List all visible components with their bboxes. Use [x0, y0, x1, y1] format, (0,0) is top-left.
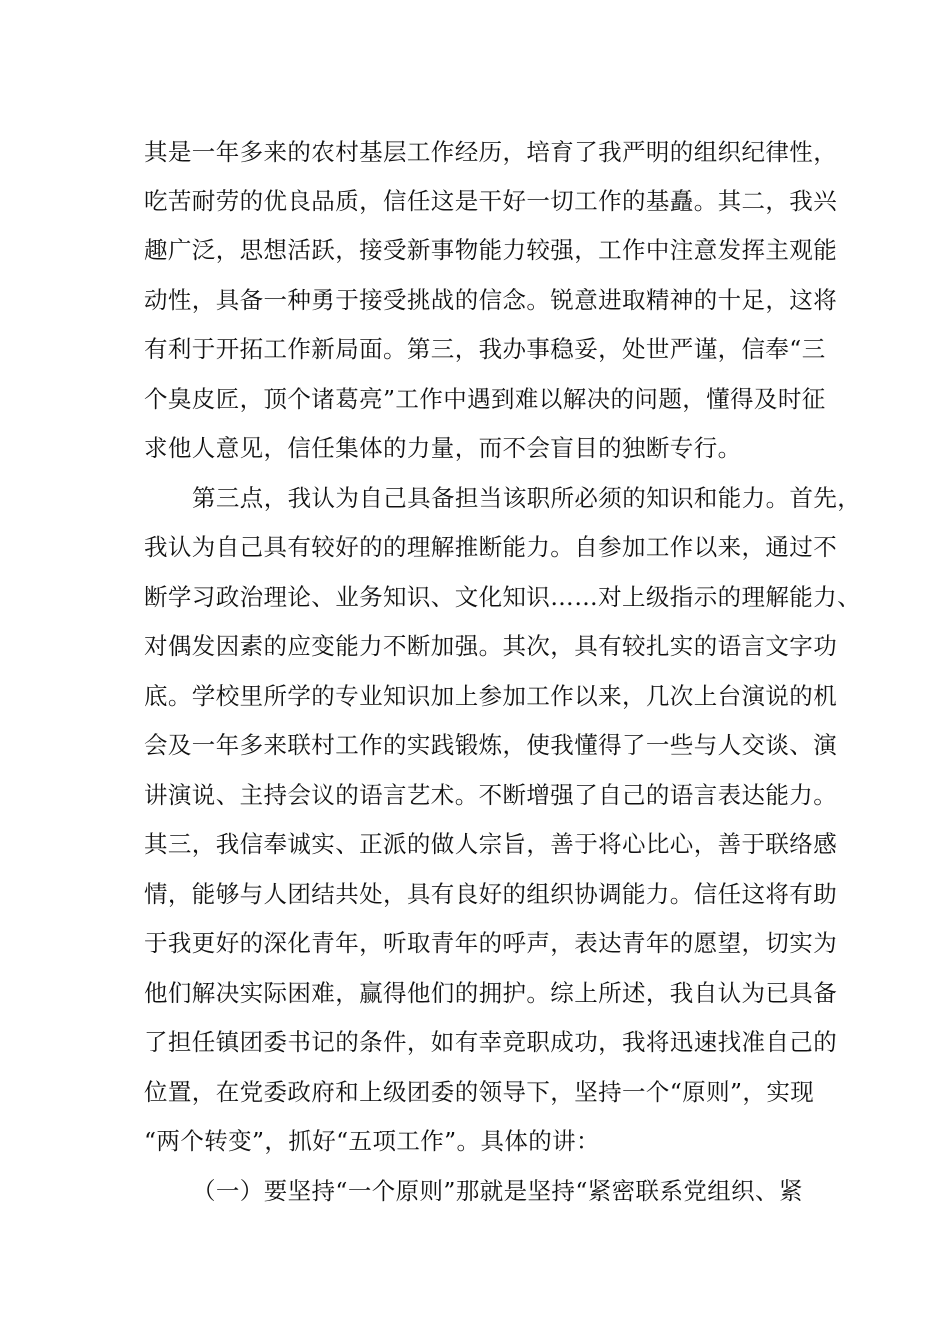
text-line-3: 趣广泛，思想活跃，接受新事物能力较强，工作中注意发挥主观能	[144, 236, 838, 264]
text-line-14: 讲演说、主持会议的语言艺术。不断增强了自己的语言表达能力。	[144, 781, 838, 809]
text-line-1: 其是一年多来的农村基层工作经历，培育了我严明的组织纪律性，	[144, 138, 838, 166]
text-line-21: “两个转变”，抓好“五项工作”。具体的讲：	[144, 1127, 600, 1155]
text-line-19: 了担任镇团委书记的条件，如有幸竞职成功，我将迅速找准自己的	[144, 1028, 838, 1056]
text-line-11: 对偶发因素的应变能力不断加强。其次，具有较扎实的语言文字功	[144, 632, 838, 660]
text-line-2: 吃苦耐劳的优良品质，信任这是干好一切工作的基矗。其二，我兴	[144, 187, 838, 215]
section-heading-line: （一）要坚持“一个原则”那就是坚持“紧密联系党组织、紧	[192, 1177, 803, 1205]
text-line-5: 有利于开拓工作新局面。第三，我办事稳妥，处世严谨，信奉“三	[144, 335, 826, 363]
paragraph-start-line: 第三点，我认为自己具备担当该职所必须的知识和能力。首先，	[192, 484, 862, 512]
text-line-4: 动性，具备一种勇于接受挑战的信念。锐意进取精神的十足，这将	[144, 286, 838, 314]
text-line-15: 其三，我信奉诚实、正派的做人宗旨，善于将心比心，善于联络感	[144, 830, 838, 858]
text-line-10: 断学习政治理论、业务知识、文化知识……对上级指示的理解能力、	[144, 583, 861, 611]
text-line-16: 情，能够与人团结共处，具有良好的组织协调能力。信任这将有助	[144, 880, 838, 908]
text-line-20: 位置，在党委政府和上级团委的领导下，坚持一个“原则”，实现	[144, 1078, 815, 1106]
text-line-17: 于我更好的深化青年，听取青年的呼声，表达青年的愿望，切实为	[144, 929, 838, 957]
text-line-13: 会及一年多来联村工作的实践锻炼，使我懂得了一些与人交谈、演	[144, 731, 838, 759]
text-line-12: 底。学校里所学的专业知识加上参加工作以来，几次上台演说的机	[144, 682, 838, 710]
text-line-18: 他们解决实际困难，赢得他们的拥护。综上所述，我自认为已具备	[144, 979, 838, 1007]
text-line-9: 我认为自己具有较好的的理解推断能力。自参加工作以来，通过不	[144, 533, 838, 561]
text-line-7: 求他人意见，信任集体的力量，而不会盲目的独断专行。	[144, 434, 742, 462]
text-line-6: 个臭皮匠，顶个诸葛亮”工作中遇到难以解决的问题，懂得及时征	[144, 385, 826, 413]
